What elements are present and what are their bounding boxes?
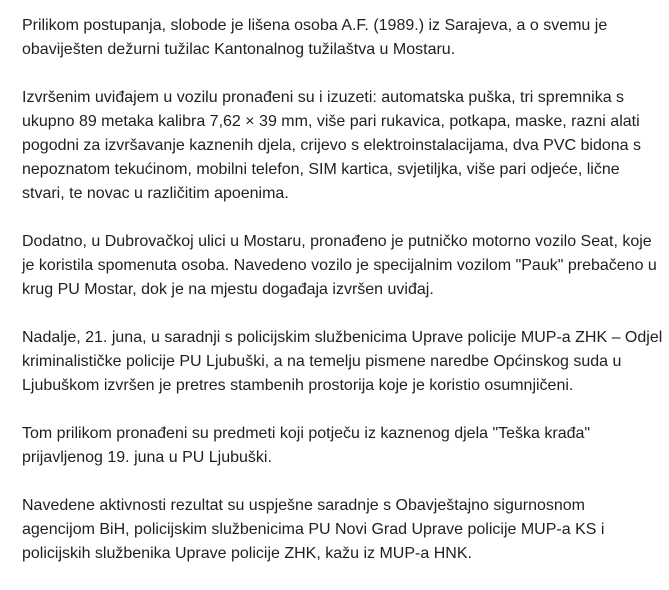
- article-paragraph-cooperation: Navedene aktivnosti rezultat su uspješne saradnje s Obavještajno sigurnosnom agencijom BiH, policijskim službenicima PU Novi Grad Uprave policije MUP-a KS i policijskih službenika Uprave policije ZHK, kažu iz MUP-a HNK.: [22, 497, 605, 562]
- article-paragraph-arrest: Prilikom postupanja, slobode je lišena osoba A.F. (1989.) iz Sarajeva, a o svemu je obaviješten dežurni tužilac Kantonalnog tužilaštva u Mostaru.: [22, 17, 608, 58]
- article-paragraph-found-items: Tom prilikom pronađeni su predmeti koji potječu iz kaznenog djela "Teška krađa" prijavljenog 19. juna u PU Ljubuški.: [22, 425, 591, 466]
- article-paragraph-seat-vehicle: Dodatno, u Dubrovačkoj ulici u Mostaru, pronađeno je putničko motorno vozilo Seat, koje je koristila spomenuta osoba. Navedeno vozilo je specijalnim vozilom "Pauk" prebačeno u krug PU Mostar, dok je na mjestu događaja izvršen uviđaj.: [22, 233, 657, 298]
- article-body: [22, 14, 669, 590]
- article-paragraph-home-search: Nadalje, 21. juna, u saradnji s policijskim službenicima Uprave policije MUP-a ZHK – Odjel kriminalističke policije PU Ljubuški, a na temelju pismene naredbe Općinskog suda u Ljubuškom izvršen je pretres stambenih prostorija koje je koristio osumnjičeni.: [22, 329, 663, 394]
- article-paragraph-vehicle-search: Izvršenim uviđajem u vozilu pronađeni su i izuzeti: automatska puška, tri spremnika s ukupno 89 metaka kalibra 7,62 × 39 mm, više pari rukavica, potkapa, maske, razni alati pogodni za izvršavanje kaznenih djela, crijevo s elektroinstalacijama, dva PVC bidona s nepoznatom tekućinom, mobilni telefon, SIM kartica, svjetiljka, više pari odjeće, lične stvari, te novac u različitim apoenima.: [22, 89, 641, 202]
